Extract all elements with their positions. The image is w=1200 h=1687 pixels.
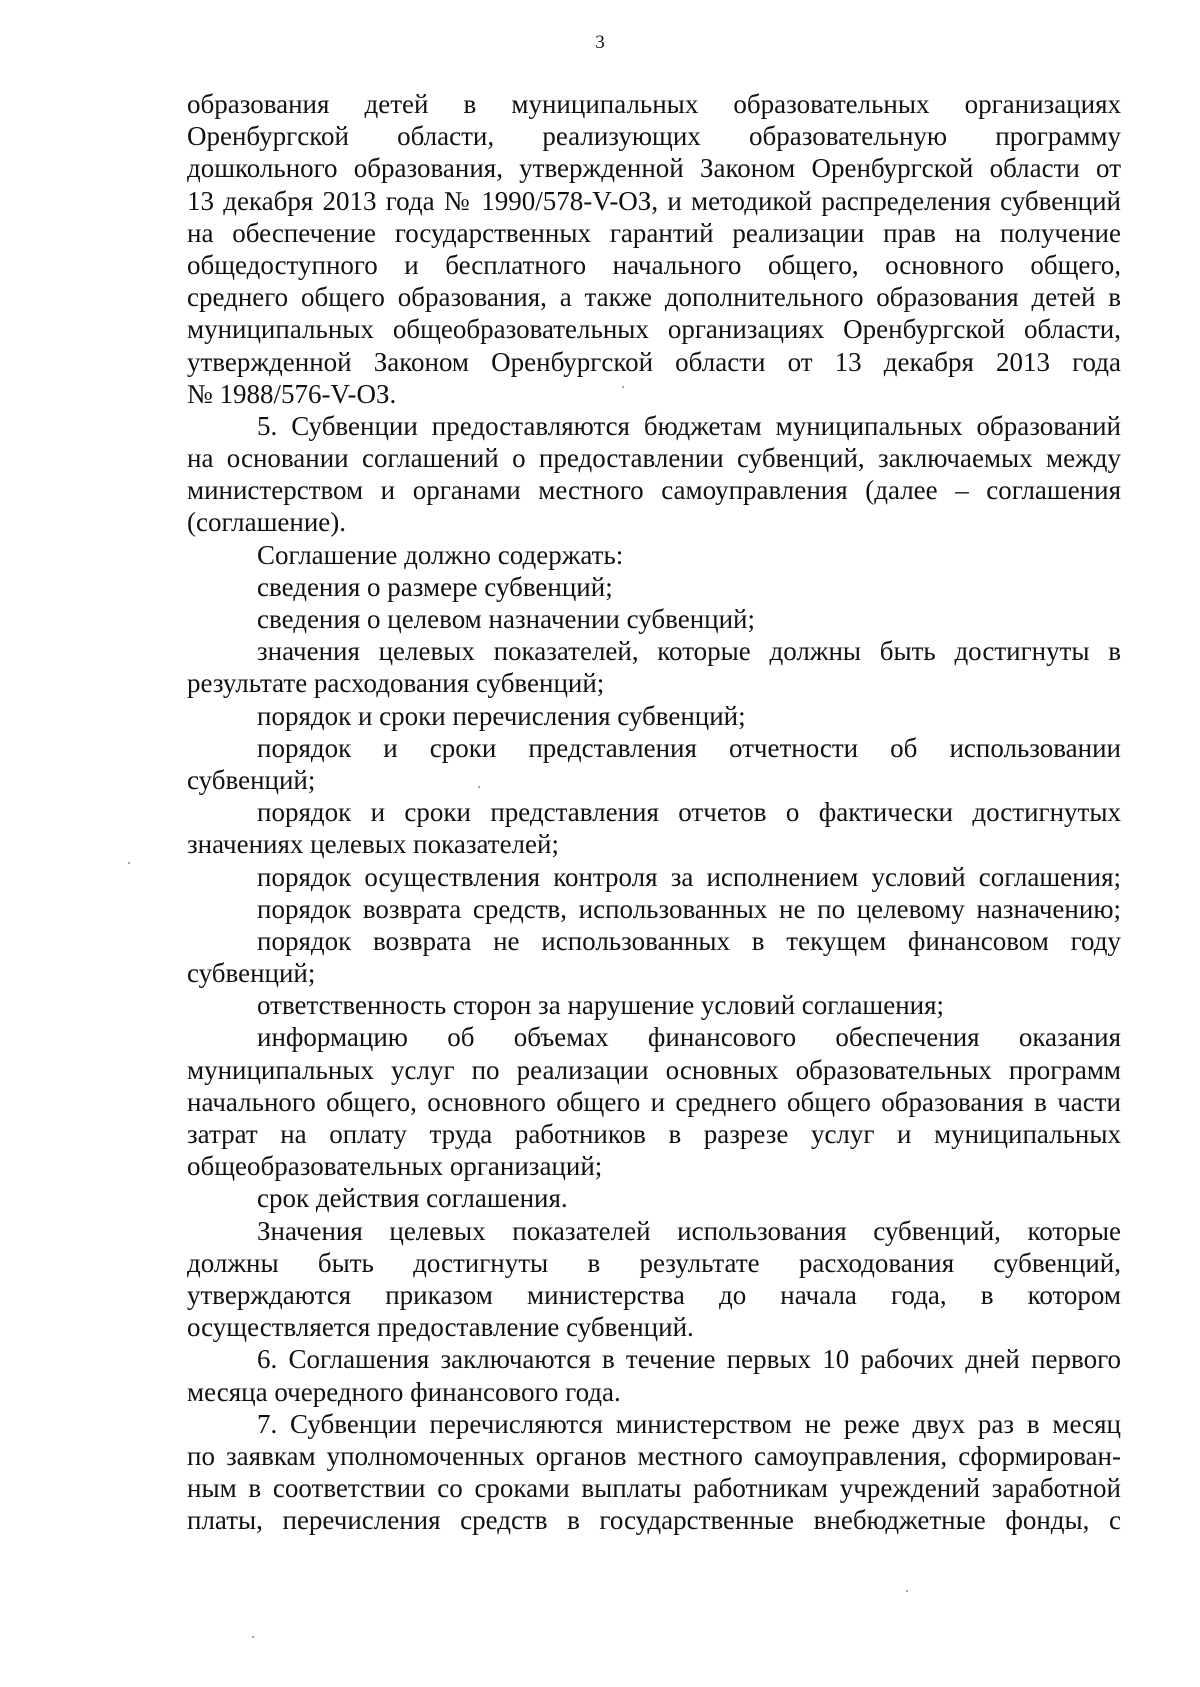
- text-line: среднего общего образования, а также дополнительного образования детей в: [187, 282, 1121, 313]
- text-line: утверждаются приказом министерства до начала года, в котором: [187, 1279, 1121, 1310]
- text-line: субвенций;: [187, 958, 316, 989]
- text-line: на основании соглашений о предоставлении субвенций, заключаемых между: [187, 443, 1121, 474]
- text-line: ным в соответствии со сроками выплаты работникам учреждений заработной: [187, 1473, 1121, 1504]
- text-line: значениях целевых показателей;: [187, 829, 559, 860]
- scan-speck: [128, 862, 130, 864]
- text-line: 13 декабря 2013 года № 1990/578-V-ОЗ, и методикой распределения субвенций: [187, 185, 1121, 216]
- scan-speck: [478, 786, 480, 788]
- text-line: осуществляется предоставление субвенций.: [187, 1312, 694, 1343]
- text-line: ответственность сторон за нарушение условий соглашения;: [257, 990, 945, 1021]
- text-line: порядок осуществления контроля за исполнением условий соглашения;: [257, 861, 1121, 892]
- text-line: субвенций;: [187, 764, 316, 795]
- text-line: значения целевых показателей, которые должны быть достигнуты в: [257, 636, 1121, 667]
- text-line: сведения о размере субвенций;: [257, 571, 613, 602]
- text-line: должны быть достигнуты в результате расходования субвенций,: [187, 1247, 1121, 1278]
- text-line: срок действия соглашения.: [257, 1183, 568, 1214]
- text-line: общедоступного и бесплатного начального общего, основного общего,: [187, 249, 1121, 280]
- text-line: информацию об объемах финансового обеспечения оказания: [257, 1022, 1121, 1053]
- text-line: 7. Субвенции перечисляются министерством не реже двух раз в месяц: [257, 1408, 1121, 1439]
- scan-speck: [906, 1590, 908, 1592]
- page-number: 3: [595, 32, 605, 53]
- text-line: затрат на оплату труда работников в разрезе услуг и муниципальных: [187, 1119, 1121, 1149]
- scan-speck: [252, 1636, 254, 1638]
- text-line: порядок и сроки перечисления субвенций;: [257, 700, 746, 731]
- text-line: начального общего, основного общего и среднего общего образования в части: [187, 1086, 1121, 1117]
- text-line: платы, перечисления средств в государственные внебюджетные фонды, с: [187, 1505, 1121, 1536]
- text-line: Оренбургской области, реализующих образовательную программу: [187, 121, 1121, 152]
- text-line: 5. Субвенции предоставляются бюджетам муниципальных образований: [257, 410, 1121, 441]
- text-line: на обеспечение государственных гарантий реализации прав на получение: [187, 217, 1121, 248]
- text-line: порядок возврата не использованных в текущем финансовом году: [257, 925, 1121, 956]
- document-body: [187, 88, 1121, 1536]
- text-line: Соглашение должно содержать:: [257, 539, 624, 570]
- text-line: министерством и органами местного самоуправления (далее – соглашения: [187, 475, 1121, 506]
- scan-speck: [622, 386, 624, 388]
- text-line: порядок возврата средств, использованных не по целевому назначению;: [257, 893, 1121, 924]
- text-line: по заявкам уполномоченных органов местного самоуправления, сформирован-: [187, 1440, 1121, 1471]
- text-line: результате расходования субвенций;: [187, 668, 605, 699]
- text-line: порядок и сроки представления отчетности об использовании: [257, 732, 1121, 763]
- text-line: порядок и сроки представления отчетов о фактически достигнутых: [257, 797, 1121, 828]
- text-line: сведения о целевом назначении субвенций;: [257, 604, 756, 634]
- text-line: (соглашение).: [187, 507, 347, 538]
- text-line: муниципальных общеобразовательных организациях Оренбургской области,: [187, 314, 1121, 345]
- text-line: месяца очередного финансового года.: [187, 1376, 621, 1407]
- text-line: дошкольного образования, утвержденной Законом Оренбургской области от: [187, 153, 1121, 184]
- text-line: Значения целевых показателей использования субвенций, которые: [257, 1215, 1121, 1246]
- text-line: утвержденной Законом Оренбургской области от 13 декабря 2013 года: [187, 346, 1121, 377]
- text-line: № 1988/576-V-ОЗ.: [187, 378, 397, 409]
- text-line: 6. Соглашения заключаются в течение первых 10 рабочих дней первого: [257, 1344, 1121, 1375]
- text-line: образования детей в муниципальных образовательных организациях: [187, 89, 1121, 119]
- text-line: общеобразовательных организаций;: [187, 1151, 603, 1182]
- text-line: муниципальных услуг по реализации основных образовательных программ: [187, 1054, 1121, 1085]
